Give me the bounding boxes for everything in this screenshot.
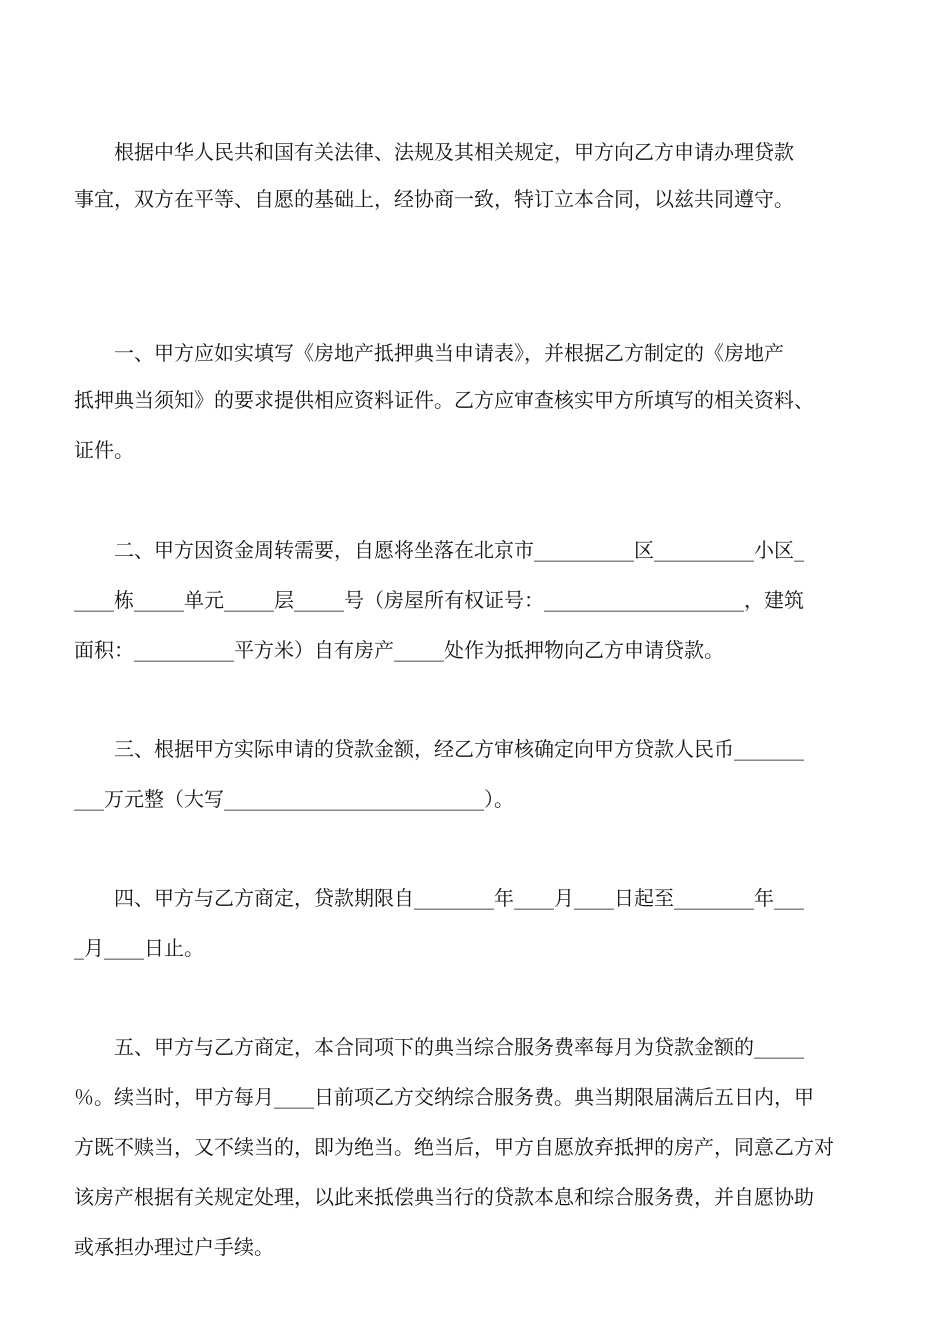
text-line: 二、甲方因资金周转需要，自愿将坐落在北京市__________区__________小区_ <box>74 538 804 562</box>
text-line: 方既不赎当，又不续当的，即为绝当。绝当后，甲方自愿放弃抵押的房产，同意乙方对 <box>74 1135 834 1159</box>
text-line: ___万元整（大写__________________________）。 <box>74 787 514 811</box>
text-line: 抵押典当须知》的要求提供相应资料证件。乙方应审查核实甲方所填写的相关资料、 <box>74 388 814 412</box>
text-line: 面积：__________平方米）自有房产_____处作为抵押物向乙方申请贷款。 <box>74 638 724 662</box>
text-line: 四、甲方与乙方商定，贷款期限自________年____月____日起至________年___ <box>74 886 804 910</box>
text-line: 或承担办理过户手续。 <box>74 1235 274 1259</box>
text-line: 事宜，双方在平等、自愿的基础上，经协商一致，特订立本合同，以兹共同遵守。 <box>74 187 794 211</box>
text-line: ____栋_____单元_____层_____号（房屋所有权证号：____________________，建筑 <box>74 588 804 612</box>
text-line: 该房产根据有关规定处理，以此来抵偿典当行的贷款本息和综合服务费，并自愿协助 <box>74 1185 814 1209</box>
text-line: 一、甲方应如实填写《房地产抵押典当申请表》，并根据乙方制定的《房地产 <box>74 341 784 365</box>
text-line: 三、根据甲方实际申请的贷款金额，经乙方审核确定向甲方贷款人民币_______ <box>74 737 804 761</box>
text-line: 五、甲方与乙方商定，本合同项下的典当综合服务费率每月为贷款金额的_____ <box>74 1035 804 1059</box>
text-line: 证件。 <box>74 438 134 462</box>
text-line: 根据中华人民共和国有关法律、法规及其相关规定，甲方向乙方申请办理贷款 <box>74 140 794 164</box>
text-line: _月____日止。 <box>74 936 204 960</box>
text-line: ％。续当时，甲方每月____日前项乙方交纳综合服务费。典当期限届满后五日内，甲 <box>74 1085 814 1109</box>
